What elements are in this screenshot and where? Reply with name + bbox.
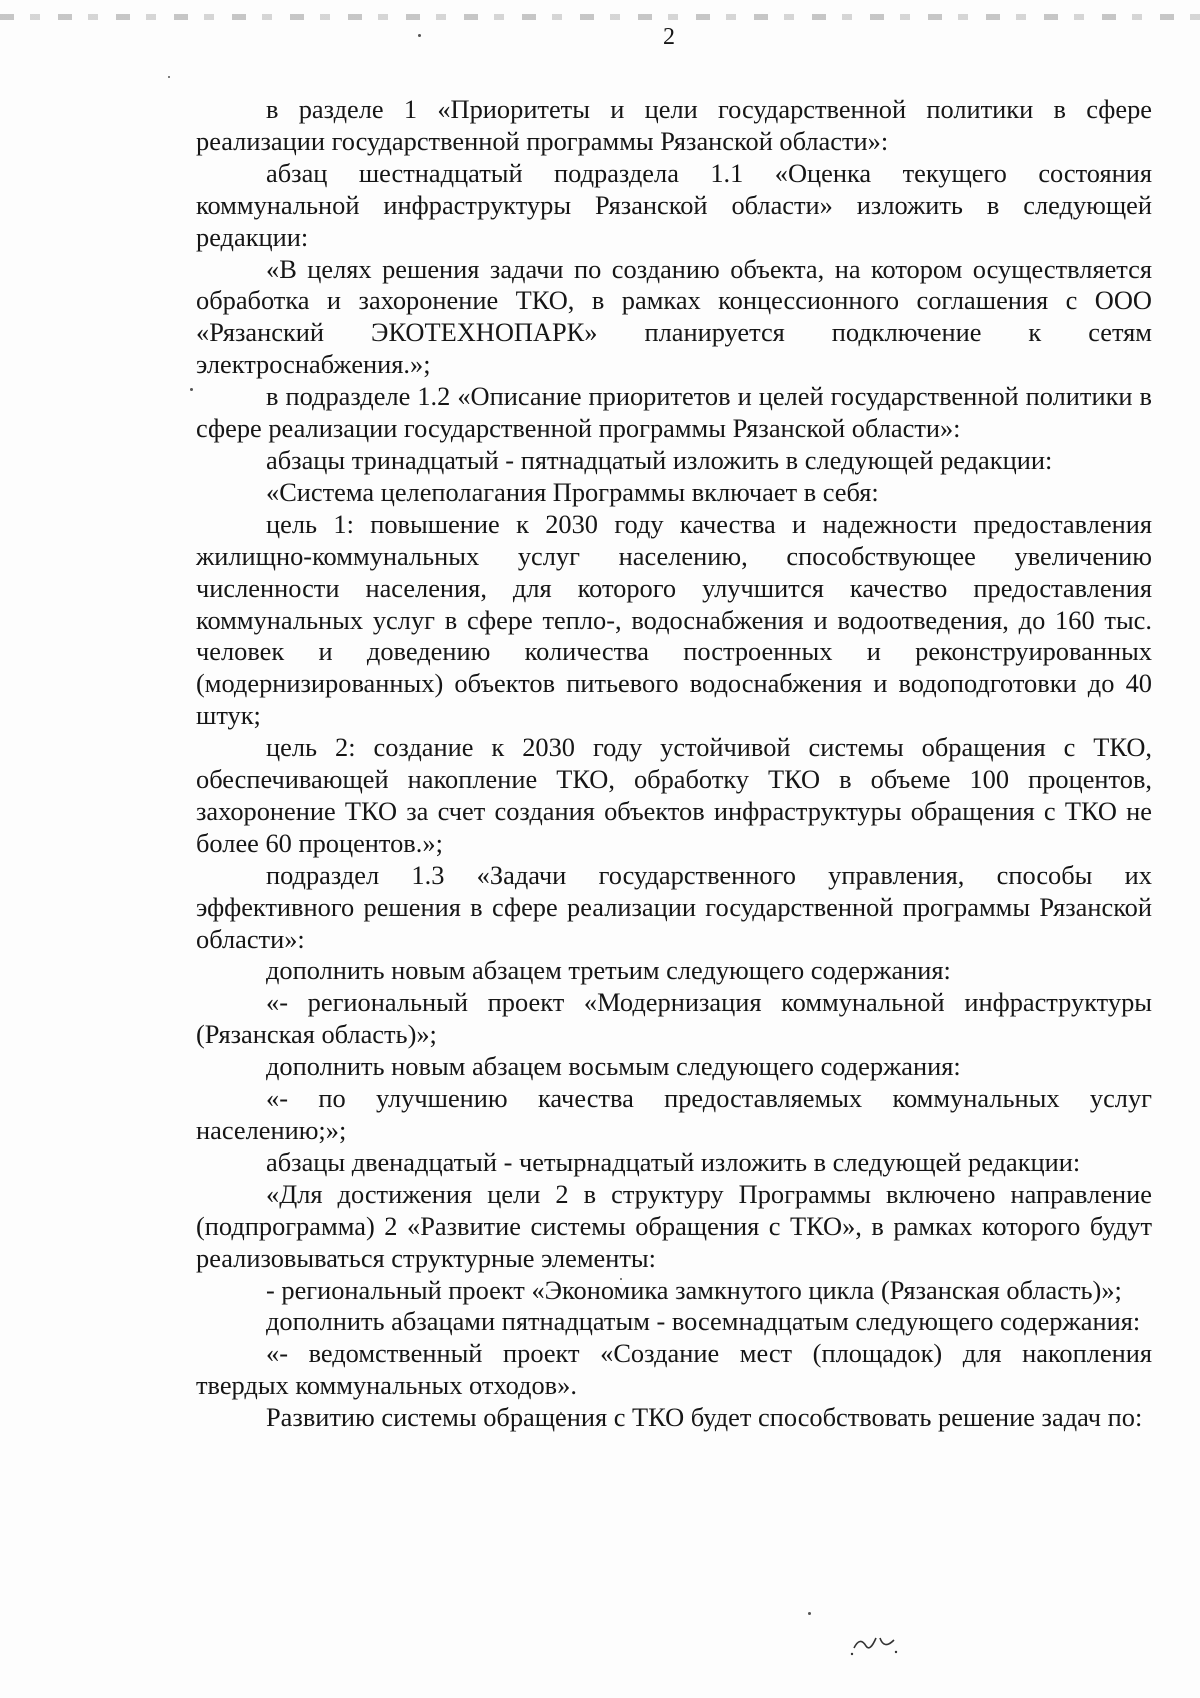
paragraph: дополнить новым абзацем восьмым следующего содержания: [266, 1051, 961, 1082]
paragraph: Развитию системы обращения с ТКО будет способствовать решение задач по: [266, 1402, 1143, 1433]
paragraph: «- региональный проект «Модернизация коммунальной инфраструктуры (Рязанская область)»; [196, 987, 1152, 1050]
paragraph: в подразделе 1.2 «Описание приоритетов и целей государственной политики в сфере реализации государственной программы Рязанской области»: [196, 381, 1152, 444]
scan-speck [190, 388, 193, 391]
paragraph: «В целях решения задачи по созданию объекта, на котором осуществляется обработка и захоронение ТКО, в рамках концессионного соглашения с ООО «Рязанский ЭКОТЕХНОПАРК» планируется подключение к сетям электроснабжения.»; [196, 253, 1152, 380]
paragraph: дополнить новым абзацем третьим следующего содержания: [266, 955, 951, 986]
scan-speck [168, 76, 170, 78]
paragraph: абзацы двенадцатый - четырнадцатый изложить в следующей редакции: [266, 1146, 1081, 1177]
paragraph: «Для достижения цели 2 в структуру Программы включено направление (подпрограмма) 2 «Развитие системы обращения с ТКО», в рамках которого будут реализовываться структурные элементы: [196, 1178, 1152, 1273]
paragraph: абзацы тринадцатый - пятнадцатый изложить в следующей редакции: [266, 444, 1053, 475]
paragraph: «- по улучшению качества предоставляемых коммунальных услуг населению;»; [196, 1083, 1152, 1145]
paragraph: в разделе 1 «Приоритеты и цели государственной политики в сфере реализации государственной программы Рязанской области»: [196, 94, 1152, 156]
paragraph: подраздел 1.3 «Задачи государственного управления, способы их эффективного решения в сфере реализации государственной программы Рязанской области»: [196, 859, 1152, 954]
paragraph: цель 1: повышение к 2030 году качества и надежности предоставления жилищно-коммунальных услуг населению, способствующее увеличению численности населения, для которого улучшится качество предоставления коммунальных услуг в сфере тепло-, водоснабжения и водоотведения, до 160 тыс. человек и доведению количества построенных и реконструированных (модернизированных) объектов питьевого водоснабжения и водоподготовки до 40 штук; [196, 508, 1152, 731]
paragraph: цель 2: создание к 2030 году устойчивой системы обращения с ТКО, обеспечивающей накопление ТКО, обработку ТКО в объеме 100 процентов, захоронение ТКО за счет создания объектов инфраструктуры обращения с ТКО не более 60 процентов.»; [196, 732, 1152, 858]
initials-mark-icon [846, 1628, 906, 1658]
paragraph: «Система целеполагания Программы включает в себя: [266, 476, 879, 507]
paragraph: «- ведомственный проект «Создание мест (площадок) для накопления твердых коммунальных отходов». [196, 1338, 1152, 1401]
page-number: 2 [663, 24, 675, 50]
paragraph: абзац шестнадцатый подраздела 1.1 «Оценка текущего состояния коммунальной инфраструктуры Рязанской области» изложить в следующей редакции: [196, 157, 1152, 252]
paragraph: дополнить абзацами пятнадцатым - восемнадцатым следующего содержания: [266, 1306, 1141, 1337]
paragraph: - региональный проект «Экономика замкнутого цикла (Рязанская область)»; [266, 1274, 1122, 1305]
document-body [196, 94, 1152, 1434]
scan-speck [808, 1612, 811, 1615]
scan-edge-artifact [0, 14, 1200, 20]
